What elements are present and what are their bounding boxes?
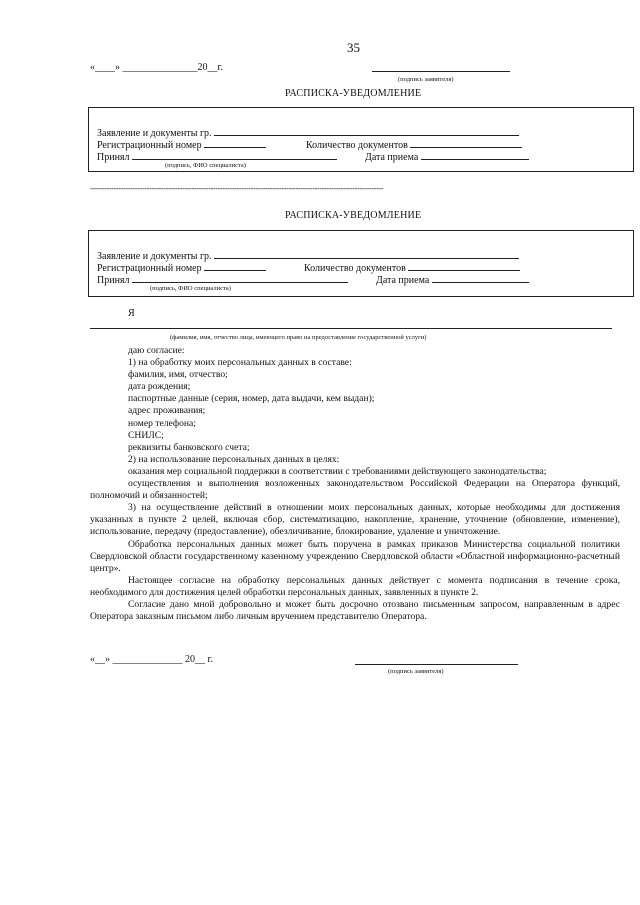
consent-line-1: 1) на обработку моих персональных данных в составе:: [128, 357, 352, 369]
consent-name-line: [90, 328, 612, 329]
consent-line-0: даю согласие:: [128, 345, 185, 356]
receipt2-doccount-line: [408, 261, 520, 271]
receipt2-date-line: [432, 273, 529, 283]
consent-line-9: 2) на использование персональных данных в целях:: [128, 453, 340, 465]
consent-body: [90, 345, 620, 623]
receipt1-caption: (подпись, ФИО специалиста): [165, 162, 246, 169]
consent-line-7: СНИЛС;: [128, 429, 164, 441]
consent-para-3: 3) на осуществление действий в отношении моих персональных данных, которые необходимы для достижения указанных в пункте 2 целей, включая сбор, систематизацию, накопление, хранение, уточнение (обновление, изменение), использование, передачу (предоставление), обезличивание, блокирование, удаление и уничтожение.: [90, 502, 620, 538]
receipt1-accepted-line: [132, 150, 337, 160]
consent-line-10: оказания мер социальной поддержки в соответствии с требованиями действующего законодательства;: [128, 465, 547, 477]
receipt1-accepted-label: Принял: [97, 152, 130, 163]
receipt1-date-label: Дата приема: [365, 152, 419, 163]
receipt1-regnum-line: [204, 138, 266, 148]
cut-line: ----------------------------------------------------------------------------------------------------------------------------: [90, 184, 384, 193]
consent-line-8: реквизиты банковского счета;: [128, 441, 250, 453]
receipt1-date-line: [421, 150, 529, 160]
receipt2-caption: (подпись, ФИО специалиста): [150, 285, 231, 292]
bottom-signature-caption: (подпись заявителя): [388, 668, 444, 675]
receipt2-row3-right: [376, 273, 529, 286]
consent-line-2: фамилия, имя, отчество;: [128, 369, 228, 381]
consent-name-caption: (фамилия, имя, отчество лица, имеющего право на предоставление государственной услуги): [170, 334, 427, 341]
bottom-date-field: «__» ______________ 20__ г.: [90, 654, 213, 665]
receipt1-title: РАСПИСКА-УВЕДОМЛЕНИЕ: [285, 88, 422, 99]
page-number: 35: [347, 40, 360, 55]
consent-para-validity: Настоящее согласие на обработку персональных данных действует с момента подписания в течение срока, необходимого для достижения целей обработки персональных данных, заявленных в пункте 2.: [90, 574, 620, 598]
consent-ya: Я: [128, 308, 135, 319]
consent-para-goals: осуществления и выполнения возложенных законодательством Российской Федерации на Оператора функций, полномочий и обязанностей;: [90, 478, 620, 502]
receipt2-date-label: Дата приема: [376, 275, 430, 286]
receipt2-title: РАСПИСКА-УВЕДОМЛЕНИЕ: [285, 210, 422, 221]
receipt1-doccount-label: Количество документов: [306, 140, 408, 151]
consent-line-5: адрес проживания;: [128, 405, 206, 417]
consent-para-processing: Обработка персональных данных может быть поручена в рамках приказов Министерства социальной политики Свердловской области государственному казенному учреждению Свердловской области «Областной информационно-расчетный центр».: [90, 538, 620, 574]
consent-line-3: дата рождения;: [128, 381, 191, 393]
receipt2-accepted-label: Принял: [97, 275, 130, 286]
consent-line-4: паспортные данные (серия, номер, дата выдачи, кем выдан);: [128, 393, 375, 405]
receipt1-row3-right: [365, 150, 529, 163]
receipt2-accepted-line: [132, 273, 348, 283]
receipt2-applicant-line: [214, 249, 519, 259]
receipt2-doccount-label: Количество документов: [304, 263, 406, 274]
top-date-field: «____» _______________20__г.: [90, 62, 223, 73]
receipt1-applicant-line: [214, 126, 519, 136]
bottom-signature-line: [355, 664, 518, 665]
top-signature-line: [372, 71, 510, 72]
receipt1-regnum-label: Регистрационный номер: [97, 140, 202, 151]
top-signature-caption: (подпись заявителя): [398, 76, 454, 83]
receipt2-applicant-label: Заявление и документы гр.: [97, 251, 212, 262]
receipt1-doccount-line: [410, 138, 522, 148]
receipt2-regnum-line: [204, 261, 266, 271]
receipt1-applicant-label: Заявление и документы гр.: [97, 128, 212, 139]
receipt2-regnum-label: Регистрационный номер: [97, 263, 202, 274]
consent-line-6: номер телефона;: [128, 417, 196, 429]
consent-para-revoke: Согласие дано мной добровольно и может быть досрочно отозвано письменным запросом, направленным в адрес Оператора заказным письмом либо личным вручением представителю Оператора.: [90, 598, 620, 623]
